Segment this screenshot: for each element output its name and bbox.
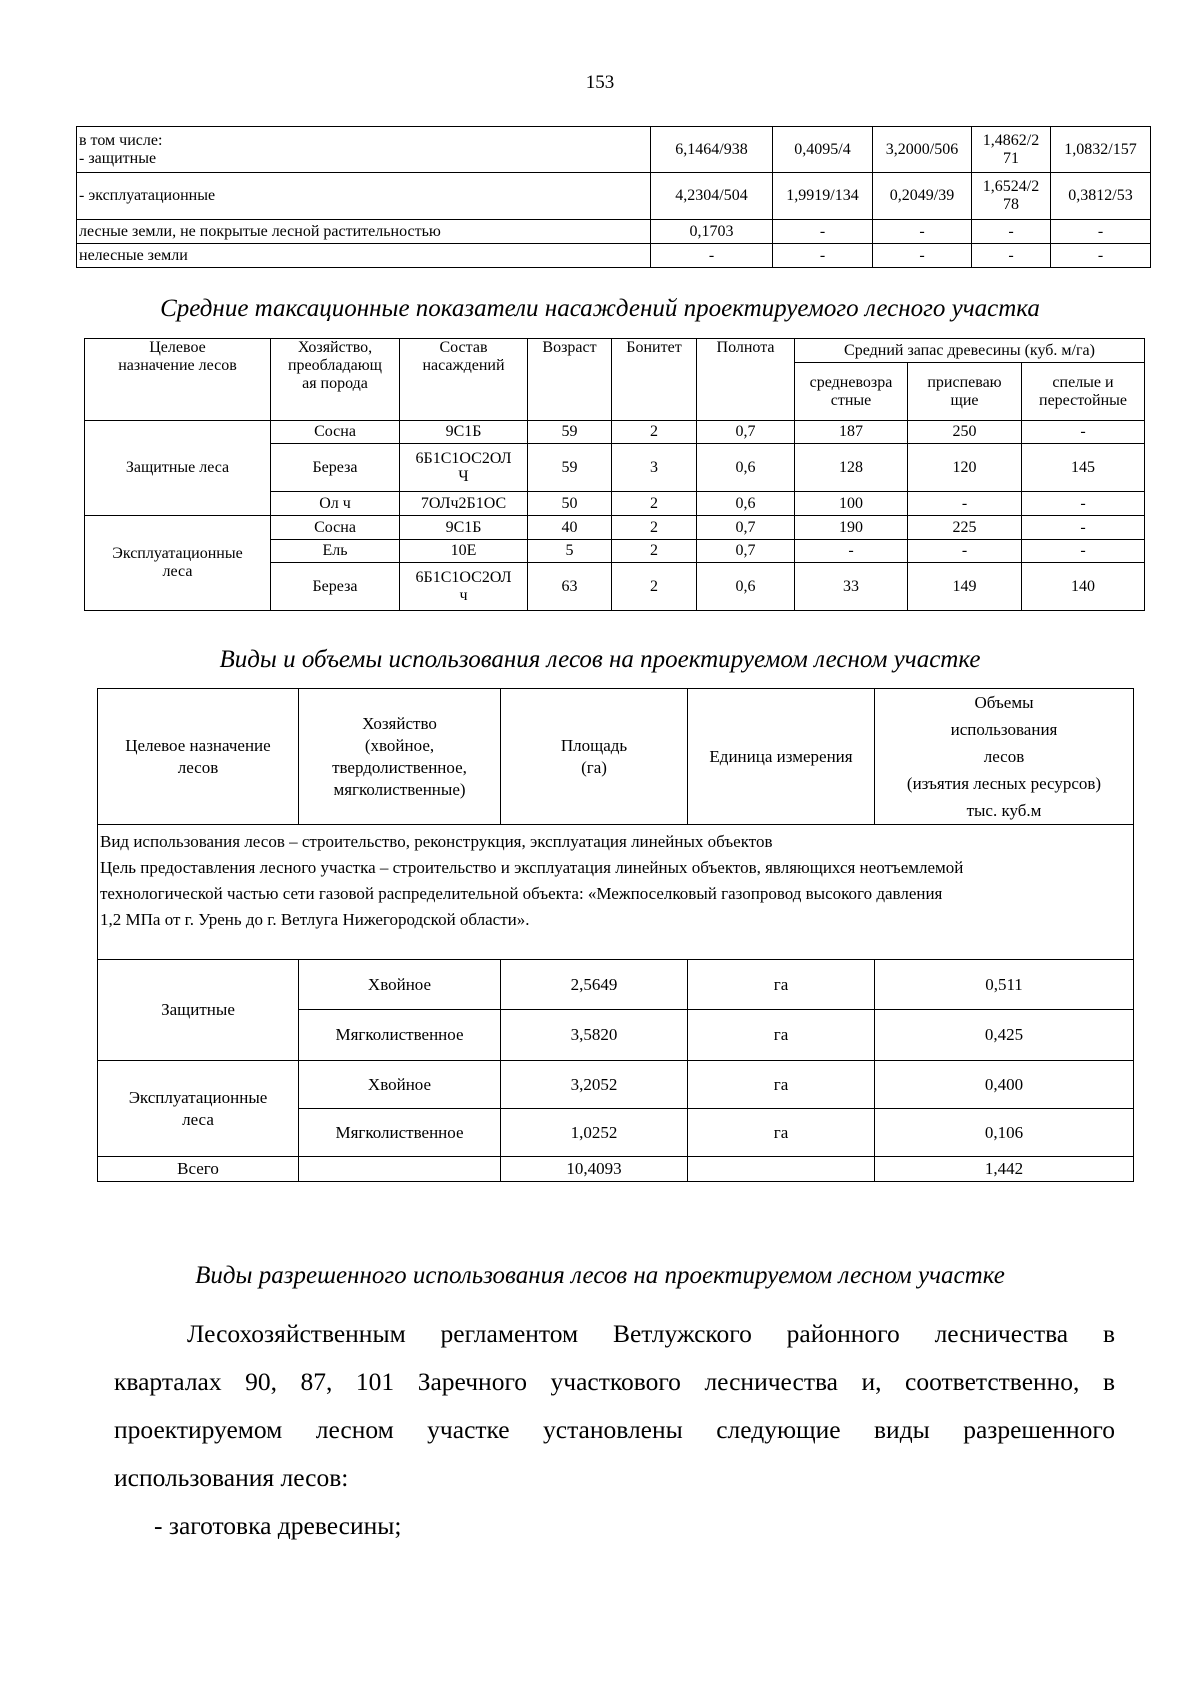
table-cell: 5 [528, 540, 612, 563]
table-cell: - [908, 540, 1022, 563]
table-cell: 0,6 [697, 444, 795, 492]
table-cell: 4,2304/504 [651, 173, 773, 220]
header-economy: Хозяйство (хвойное, твердолиственное, мягколиственные) [299, 689, 501, 825]
header-economy: Хозяйство, преобладающ ая порода [271, 339, 400, 421]
table-cell: - [773, 220, 873, 244]
table-cell: 10Е [400, 540, 528, 563]
table-cell: 6,1464/938 [651, 127, 773, 173]
table-cell: 9С1Б [400, 421, 528, 444]
table-cell: Мягколиственное [299, 1109, 501, 1157]
table-row [77, 220, 1151, 244]
header-unit: Единица измерения [688, 689, 875, 825]
table-cell: - [908, 492, 1022, 516]
table-cell: 0,425 [875, 1010, 1134, 1061]
header-age: Возраст [528, 339, 612, 421]
header-mid-age: средневозра стные [795, 363, 908, 421]
table-cell: - [1022, 516, 1145, 540]
table-cell: 3,5820 [501, 1010, 688, 1061]
table-cell: 2 [612, 421, 697, 444]
table-cell: Сосна [271, 516, 400, 540]
table-cell: Хвойное [299, 1061, 501, 1109]
table-cell: 190 [795, 516, 908, 540]
table-cell: 3,2052 [501, 1061, 688, 1109]
table-cell: Ол ч [271, 492, 400, 516]
table-cell: 149 [908, 563, 1022, 611]
table-row [77, 173, 1151, 220]
table-row [77, 244, 1151, 268]
table-cell: - [1022, 421, 1145, 444]
table-cell [688, 1157, 875, 1182]
section-heading-usage: Виды и объемы использования лесов на проектируемом лесном участке [219, 646, 981, 673]
table-cell: 3 [612, 444, 697, 492]
table-row [98, 960, 1134, 1010]
total-area: 10,4093 [501, 1157, 688, 1182]
table-cell: га [688, 1010, 875, 1061]
table-cell: 7ОЛч2Б1ОС [400, 492, 528, 516]
table-cell: га [688, 1061, 875, 1109]
header-purpose: Целевое назначение лесов [85, 339, 271, 421]
table-cell: Береза [271, 444, 400, 492]
header-composition: Состав насаждений [400, 339, 528, 421]
table-cell: 140 [1022, 563, 1145, 611]
table-cell: 1,6524/2 78 [972, 173, 1051, 220]
usage-purpose-text: Вид использования лесов – строительство, реконструкция, эксплуатация линейных объектов Цель предоставления лесного участка – строительство и эксплуатация линейных объектов, являющихся неотъемлемой технологической частью сети газовой распределительной объекта: «Межпоселковый газопровод высокого давления 1,2 МПа от г. Урень до г. Ветлуга Нижегородской области». [98, 825, 1134, 960]
table-cell: - [972, 220, 1051, 244]
table-row [98, 1061, 1134, 1109]
table-row [85, 421, 1145, 444]
group-purpose: Защитные леса [85, 421, 271, 516]
section-heading-permitted: Виды разрешенного использования лесов на проектируемом лесном участке [195, 1262, 1005, 1289]
section-heading-taxation: Средние таксационные показатели насаждений проектируемого лесного участка [160, 295, 1040, 322]
table-cell: 100 [795, 492, 908, 516]
table-cell: 40 [528, 516, 612, 540]
table-cell: Мягколиственное [299, 1010, 501, 1061]
group-purpose: Эксплуатационные леса [85, 516, 271, 611]
table-cell: 59 [528, 421, 612, 444]
table-cell: - [1051, 244, 1151, 268]
taxation-table [84, 338, 1145, 611]
table-cell: 0,7 [697, 540, 795, 563]
table-cell: 9С1Б [400, 516, 528, 540]
table-cell: 250 [908, 421, 1022, 444]
usage-volumes-table [97, 688, 1134, 1182]
table-cell: - [1022, 540, 1145, 563]
table-cell: 2,5649 [501, 960, 688, 1010]
table-cell: 0,6 [697, 563, 795, 611]
row-label: в том числе: - защитные [77, 127, 651, 173]
table-cell: 63 [528, 563, 612, 611]
table-cell: Сосна [271, 421, 400, 444]
total-label: Всего [98, 1157, 299, 1182]
table-row [77, 127, 1151, 173]
table-row [85, 516, 1145, 540]
table-cell: - [873, 244, 972, 268]
table-cell: 1,0252 [501, 1109, 688, 1157]
table-cell: 2 [612, 540, 697, 563]
table-cell: 6Б1С1ОС2ОЛ ч [400, 563, 528, 611]
body-paragraph: Лесохозяйственным регламентом Ветлужского районного лесничества в кварталах 90, 87, 101 Заречного участкового лесничества и, соответственно, в проектируемом лесном участке установлены следующие виды разрешенного использования лесов: - заготовка древесины; [114, 1310, 1115, 1550]
row-label: - эксплуатационные [77, 173, 651, 220]
header-ripe: спелые и перестойные [1022, 363, 1145, 421]
header-purpose: Целевое назначение лесов [98, 689, 299, 825]
header-bonitet: Бонитет [612, 339, 697, 421]
table-cell: - [773, 244, 873, 268]
table-cell: 59 [528, 444, 612, 492]
page-number: 153 [585, 72, 615, 93]
table-cell: 0,400 [875, 1061, 1134, 1109]
header-density: Полнота [697, 339, 795, 421]
table-cell: 0,6 [697, 492, 795, 516]
table-cell: - [795, 540, 908, 563]
header-area: Площадь (га) [501, 689, 688, 825]
table-cell: 3,2000/506 [873, 127, 972, 173]
table-cell: 2 [612, 563, 697, 611]
table-cell: 0,7 [697, 516, 795, 540]
table-cell: 1,4862/2 71 [972, 127, 1051, 173]
table-cell: - [1051, 220, 1151, 244]
table-cell: 187 [795, 421, 908, 444]
table-cell: 6Б1С1ОС2ОЛ Ч [400, 444, 528, 492]
table-cell: 2 [612, 516, 697, 540]
table-cell: Ель [271, 540, 400, 563]
header-volume: Объемы использования лесов (изъятия лесных ресурсов) тыс. куб.м [875, 689, 1134, 825]
group-purpose: Защитные [98, 960, 299, 1061]
table-cell [299, 1157, 501, 1182]
table-cell: 120 [908, 444, 1022, 492]
table-cell: 0,106 [875, 1109, 1134, 1157]
table-cell: - [651, 244, 773, 268]
table-cell: 0,511 [875, 960, 1134, 1010]
table-cell: 0,2049/39 [873, 173, 972, 220]
table-cell: 0,4095/4 [773, 127, 873, 173]
group-purpose: Эксплуатационные леса [98, 1061, 299, 1157]
table-cell: 0,3812/53 [1051, 173, 1151, 220]
table-cell: - [1022, 492, 1145, 516]
table-cell: га [688, 960, 875, 1010]
table-cell: 225 [908, 516, 1022, 540]
table-cell: 0,7 [697, 421, 795, 444]
table-cell: 145 [1022, 444, 1145, 492]
row-label: лесные земли, не покрытые лесной растительностью [77, 220, 651, 244]
total-volume: 1,442 [875, 1157, 1134, 1182]
table-cell: га [688, 1109, 875, 1157]
table-cell: Хвойное [299, 960, 501, 1010]
list-item: - заготовка древесины; [154, 1511, 402, 1540]
table-cell: Береза [271, 563, 400, 611]
table-cell: - [873, 220, 972, 244]
table-cell: 1,9919/134 [773, 173, 873, 220]
table-cell: 33 [795, 563, 908, 611]
table-cell: 50 [528, 492, 612, 516]
header-stock: Средний запас древесины (куб. м/га) [795, 339, 1145, 363]
total-row [98, 1157, 1134, 1182]
table-cell: 2 [612, 492, 697, 516]
table-cell: - [972, 244, 1051, 268]
table-cell: 1,0832/157 [1051, 127, 1151, 173]
table-cell: 0,1703 [651, 220, 773, 244]
header-ripening: приспеваю щие [908, 363, 1022, 421]
land-categories-table [76, 126, 1151, 268]
table-cell: 128 [795, 444, 908, 492]
row-label: нелесные земли [77, 244, 651, 268]
